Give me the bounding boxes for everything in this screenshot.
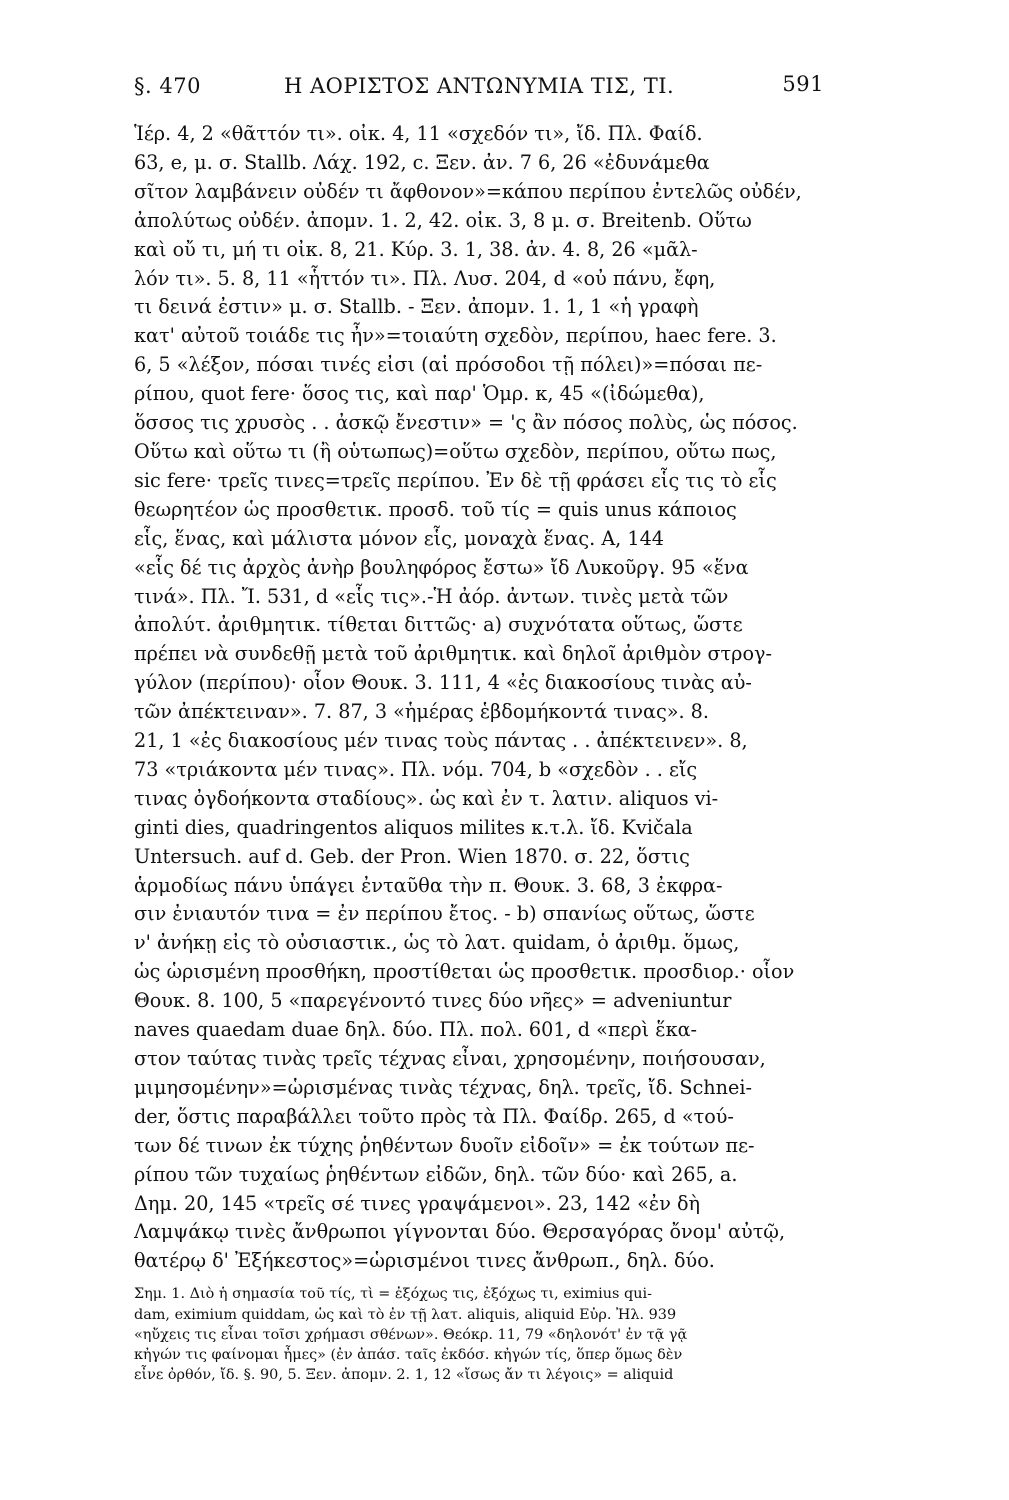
text-line: λόν τι». 5. 8, 11 «ἧττόν τι». Πλ. Λυσ. 204, d «οὐ πάνυ, ἔφη, [134,266,716,290]
text-line: τι δεινά ἐστιν» μ. σ. Stallb. - Ξεν. ἀπομν. 1. 1, 1 «ἡ γραφὴ [134,295,699,319]
text-line: der, ὅστις παραβάλλει τοῦτο πρὸς τὰ Πλ. Φαίδρ. 265, d «τού- [134,1104,734,1128]
page-title: Η ΑΟΡΙΣΤΟΣ ΑΝΤΩΝΥΜΙΑ ΤΙΣ, ΤΙ. [284,74,675,98]
text-line: ρίπου τῶν τυχαίως ῥηθέντων εἰδῶν, δηλ. τῶν δύο· καὶ 265, a. [134,1162,738,1186]
footnote-line: κἠγών τις φαίνομαι ἦμες» (ἐν ἀπάσ. ταῖς ἐκδόσ. κἠγών τίς, ὅπερ ὅμως δὲν [134,1347,683,1364]
text-line: ἁρμοδίως πάνυ ὑπάγει ἐνταῦθα τὴν π. Θουκ. 3. 68, 3 ἐκφρα- [134,873,723,897]
text-line: Λαμψάκῳ τινὲς ἄνθρωποι γίγνονται δύο. Θερσαγόρας ὄνομ' αὐτῷ, [134,1220,786,1244]
text-line: «εἷς δέ τις ἀρχὸς ἀνὴρ βουληφόρος ἔστω» ἴδ Λυκοῦργ. 95 «ἕνα [134,555,749,579]
text-line: 6, 5 «λέξον, πόσαι τινές εἰσι (αἱ πρόσοδοι τῇ πόλει)»=πόσαι πε- [134,353,763,377]
section-number: §. 470 [134,74,201,98]
footnote-line: Σημ. 1. Διὸ ἡ σημασία τοῦ τίς, τὶ = ἐξόχως τις, ἐξόχως τι, eximius qui- [134,1286,652,1303]
text-line: ρίπου, quot fere· ὅσος τις, καὶ παρ' Ὁμρ. κ, 45 «(ἰδώμεθα), [134,382,705,406]
text-line: Untersuch. auf d. Geb. der Pron. Wien 1870. σ. 22, ὅστις [134,844,690,868]
text-line: ginti dies, quadringentos aliquos milites κ.τ.λ. ἴδ. Kvičala [134,815,693,839]
text-line: θεωρητέον ὡς προσθετικ. προσδ. τοῦ τίς = quis unus κάποιος [134,497,737,521]
text-line: 63, e, μ. σ. Stallb. Λάχ. 192, c. Ξεν. ἀν. 7 6, 26 «ἐδυνάμεθα [134,150,710,174]
text-line: ν' ἀνήκῃ εἰς τὸ οὐσιαστικ., ὡς τὸ λατ. quidam, ὁ ἀριθμ. ὅμως, [134,931,740,955]
text-line: εἷς, ἕνας, καὶ μάλιστα μόνον εἷς, μοναχὰ ἕνας. Α, 144 [134,526,664,550]
text-line: τινά». Πλ. Ἴ. 531, d «εἷς τις».-Ἡ ἀόρ. ἀντων. τινὲς μετὰ τῶν [134,584,729,608]
text-line: Δημ. 20, 145 «τρεῖς σέ τινες γραψάμενοι». 23, 142 «ἐν δὴ [134,1191,701,1215]
text-line: σῖτον λαμβάνειν οὐδέν τι ἄφθονον»=κάπου περίπου ἐντελῶς οὐδέν, [134,179,802,203]
running-head [134,68,826,108]
text-line: θατέρῳ δ' Ἐξήκεστος»=ὡρισμένοι τινες ἄνθρωπ., δηλ. δύο. [134,1249,715,1273]
text-line: πρέπει νὰ συνδεθῇ μετὰ τοῦ ἀριθμητικ. καὶ δηλοῖ ἀριθμὸν στρογ- [134,642,772,666]
text-line: σιν ἐνιαυτόν τινα = ἐν περίπου ἔτος. - b) σπανίως οὕτως, ὥστε [134,902,755,926]
text-line: τινας ὀγδοήκοντα σταδίους». ὡς καὶ ἐν τ. λατιν. aliquos vi- [134,786,719,810]
text-line: γύλον (περίπου)· οἷον Θουκ. 3. 111, 4 «ἐς διακοσίους τινὰς αὐ- [134,671,752,695]
text-line: ὡς ὡρισμένη προσθήκη, προστίθεται ὡς προσθετικ. προσδιορ.· οἷον [134,960,795,984]
book-page [134,68,826,1386]
text-line: Θουκ. 8. 100, 5 «παρεγένοντό τινες δύο νῆες» = adveniuntur [134,989,732,1013]
text-line: ἀπολύτως οὐδέν. ἀπομν. 1. 2, 42. οἰκ. 3, 8 μ. σ. Breitenb. Οὕτω [134,208,752,232]
page-number: 591 [782,72,824,96]
text-line: καὶ οὔ τι, μή τι οἰκ. 8, 21. Κύρ. 3. 1, 38. ἀν. 4. 8, 26 «μᾶλ- [134,237,698,261]
text-line: κατ' αὐτοῦ τοιάδε τις ἦν»=τοιαύτη σχεδὸν, περίπου, haec fere. 3. [134,324,777,348]
footnote [134,1284,826,1385]
text-line: τῶν ἀπέκτειναν». 7. 87, 3 «ἡμέρας ἑβδομήκοντά τινας». 8. [134,700,709,724]
footnote-line: dam, eximium quiddam, ὡς καὶ τὸ ἐν τῇ λατ. aliquis, aliquid Εὐρ. Ἠλ. 939 [134,1306,677,1323]
text-line: 73 «τριάκοντα μέν τινας». Πλ. νόμ. 704, b «σχεδὸν . . εἴς [134,757,698,781]
text-line: Οὕτω καὶ οὕτω τι (ἢ οὑτωπως)=οὕτω σχεδὸν, περίπου, οὕτω πως, [134,439,777,463]
footnote-line: εἶνε ὀρθόν, ἴδ. §. 90, 5. Ξεν. ἀπομν. 2. 1, 12 «ἴσως ἄν τι λέγοις» = aliquid [134,1367,674,1384]
text-line: των δέ τινων ἐκ τύχης ῥηθέντων δυοῖν εἰδοῖν» = ἐκ τούτων πε- [134,1133,755,1157]
text-line: sic fere· τρεῖς τινες=τρεῖς περίπου. Ἐν δὲ τῇ φράσει εἷς τις τὸ εἷς [134,468,777,492]
text-line: στον ταύτας τινὰς τρεῖς τέχνας εἶναι, χρησομένην, ποιήσουσαν, [134,1047,766,1070]
footnote-line: «ηὔχεις τις εἶναι τοῖσι χρήμασι σθένων». Θεόκρ. 11, 79 «δηλονότ' ἐν τᾷ γᾷ [134,1326,688,1343]
text-line: naves quaedam duae δηλ. δύο. Πλ. πολ. 601, d «περὶ ἕκα- [134,1018,698,1042]
main-text [134,120,826,1276]
text-line: ἀπολύτ. ἀριθμητικ. τίθεται διττῶς· a) συχνότατα οὕτως, ὥστε [134,613,743,637]
text-line: μιμησομένην»=ὡρισμένας τινὰς τέχνας, δηλ. τρεῖς, ἴδ. Schnei- [134,1075,753,1099]
text-line: Ἱέρ. 4, 2 «θᾶττόν τι». οἰκ. 4, 11 «σχεδόν τι», ἴδ. Πλ. Φαίδ. [134,122,703,145]
text-line: 21, 1 «ἐς διακοσίους μέν τινας τοὺς πάντας . . ἀπέκτεινεν». 8, [134,729,748,753]
text-line: ὅσσος τις χρυσὸς . . ἀσκῷ ἔνεστιν» = 'ς ἂν πόσος πολὺς, ὡς πόσος. [134,411,798,435]
